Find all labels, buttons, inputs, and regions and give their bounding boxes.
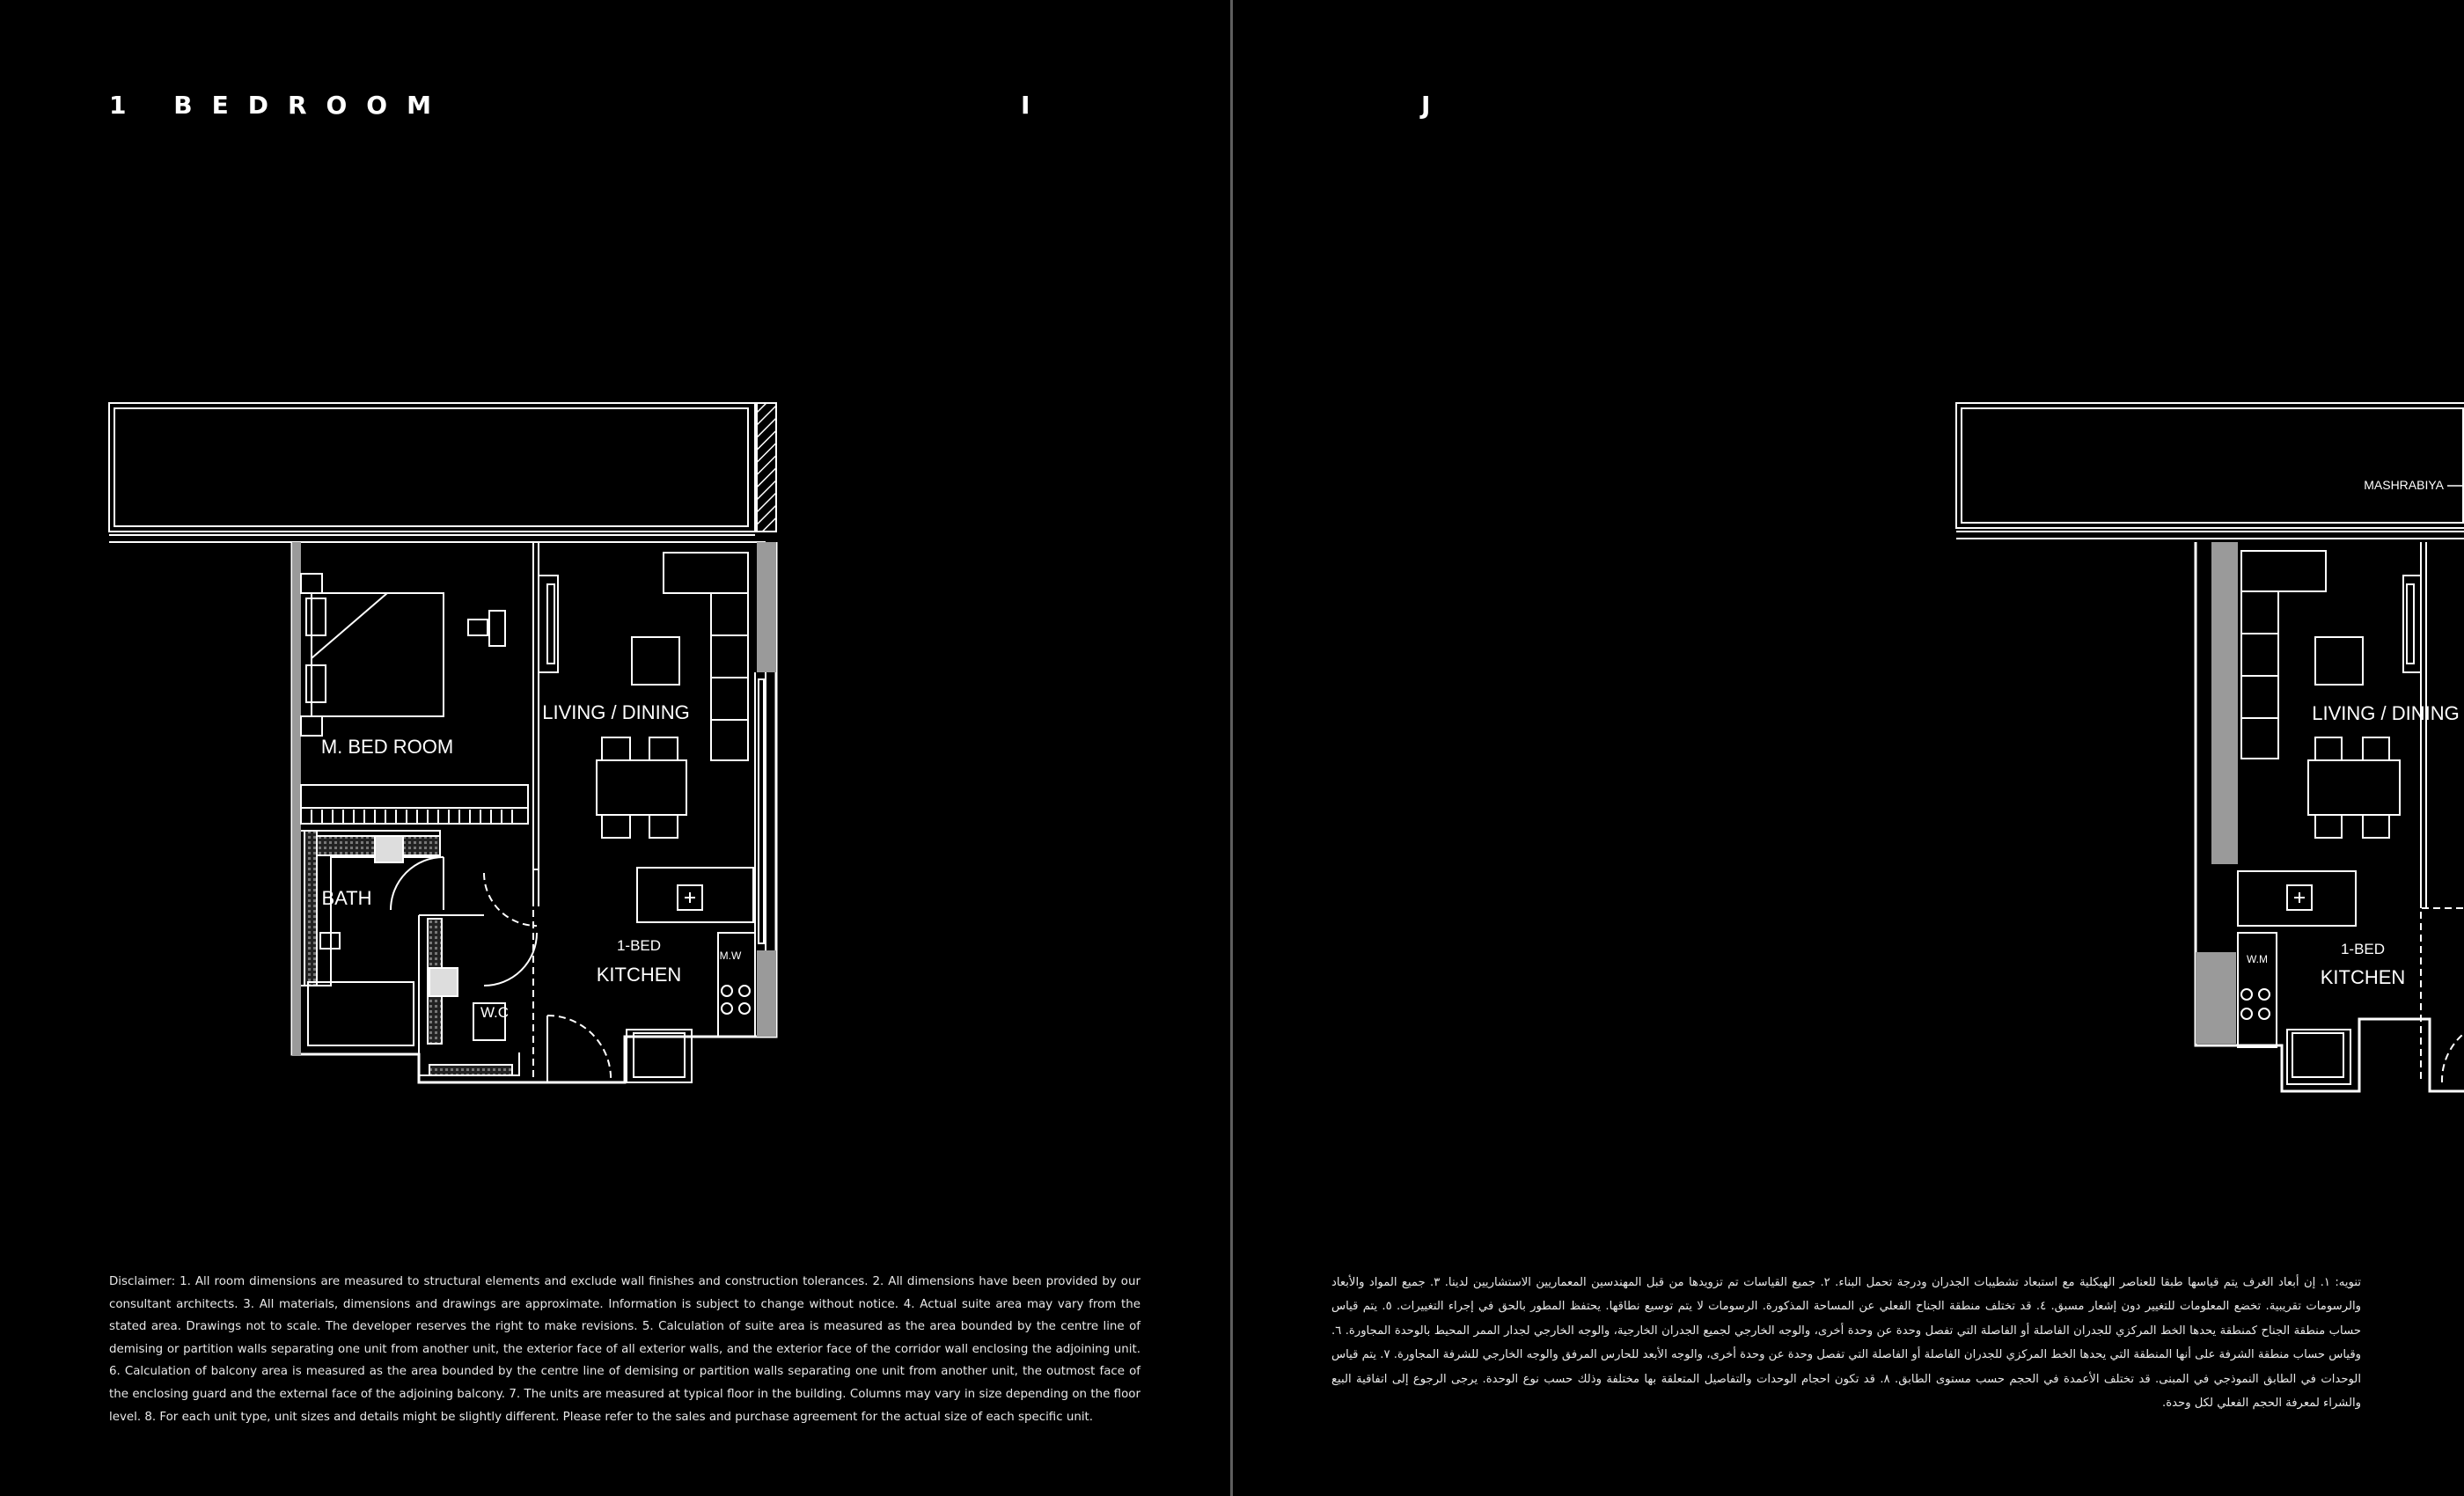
mashrabiya-screen — [757, 403, 776, 532]
floor-plan-unit-j — [1585, 387, 2460, 1109]
balcony — [1956, 403, 2464, 528]
appliance-label: M.W — [719, 950, 742, 962]
kitchen-island — [637, 868, 753, 922]
kitchen-type-label: 1-BED — [616, 937, 662, 954]
left-page — [0, 0, 1230, 1496]
living-dining-label: LIVING / DINING — [542, 701, 690, 723]
unit-type-title: 1 BEDROOM — [109, 91, 451, 120]
floor-plan-drawing — [1585, 387, 2460, 1109]
bath-label: BATH — [321, 887, 372, 909]
bed — [312, 593, 444, 716]
arabic-disclaimer-text: تنويه: ١. إن أبعاد الغرف يتم قياسها طبقا للعناصر الهيكلية مع استبعاد تشطيبات الجدران ودرجة تحمل البناء. ٢. جميع القياسات تم تزويدها من قبل المهندسين المعماريين الاستشاريين لدينا. ٣. جميع المواد والأبعاد والرسومات تقريبية. تخضع المعلومات للتغيير دون إشعار مسبق. ٤. قد تختلف منطقة الجناح الفعلي عن المساحة المذكورة. الرسومات لا يتم توسيع نطاقها. يحتفظ المطور بالحق في إجراء التغييرات. ٥. يتم قياس حساب منطقة الجناح كمنطقة يحدها الخط المركزي للجدران الفاصلة أو الفاصلة التي تفصل وحدة عن وحدة أخرى، والوجه الخارجي لجميع الجدران الخارجية، والوجه الخارجي لجدار الممر المحيط بالوحدة المجاورة. ٦. وقياس حساب منطقة الشرفة على أنها المنطقة التي يحدها الخط المركزي للجدران الفاصلة أو الفاصلة التي تفصل وحدة عن وحدة أخرى، والوجه الأبعد للحارس المرفق والوجه الخارجي للشرفة المجاورة. ٧. يتم قياس الوحدات في الطابق النموذجي في المبنى. قد تختلف الأعمدة في الحجم حسب مستوى الطابق. ٨. قد تكون احجام الوحدات والتفاصيل المتعلقة بها مختلفة وذلك حسب نوع الوحدة. يرجى الرجوع إلى اتفاقية البيع والشراء لمعرفة الحجم الفعلي لكل وحدة. — [1331, 1276, 2362, 1411]
living-dining-label: LIVING / DINING — [2312, 702, 2460, 724]
bedroom-label: M. BED ROOM — [320, 736, 454, 758]
floor-plan-drawing — [97, 387, 801, 1109]
wardrobe — [301, 785, 528, 824]
mashrabiya-label: MASHRABIYA — [2364, 478, 2444, 492]
balcony — [109, 403, 755, 532]
kitchen-type-label: 1-BED — [2340, 941, 2386, 957]
floor-plan-unit-i — [97, 387, 801, 1109]
dining-table — [597, 760, 686, 815]
kitchen-label: KITCHEN — [596, 964, 682, 986]
disclaimer-text: Disclaimer: 1. All room dimensions are measured to structural elements and exclude wall finishes and construction tolerances. 2. All dimensions have been provided by our consultant architects. 3. All materials, dimensions and drawings are approximate. Information is subject to change without notice. 4. Actual suite area may vary from the stated area. Drawings not to scale. The developer reserves the right to make revisions. 5. Calculation of suite area is measured as the area bounded by the centre line of demising or partition walls separating one unit from another unit, the exterior face of all exterior walls, and the exterior face of the corridor wall enclosing the adjoining unit. 6. Calculation of balcony area is measured as the area bounded by the centre line of demising or partition walls separating one unit from another unit, the outmost face of the enclosing guard and the external face of the adjoining balcony. 7. The units are measured at typical floor in the building. Columns may vary in size depending on the floor level. 8. For each unit type, unit sizes and details might be slightly different. Please refer to the sales and purchase agreement for the actual size of each specific unit. — [109, 1275, 1140, 1424]
dining-table — [2308, 760, 2400, 815]
kitchen-label: KITCHEN — [2320, 966, 2406, 988]
wc-label: W.C — [480, 1004, 510, 1021]
right-page — [1233, 0, 2464, 1496]
unit-code-label: I — [1021, 91, 1030, 120]
appliance-label: W.M — [2247, 953, 2268, 965]
unit-code-label: J — [1421, 91, 1431, 120]
